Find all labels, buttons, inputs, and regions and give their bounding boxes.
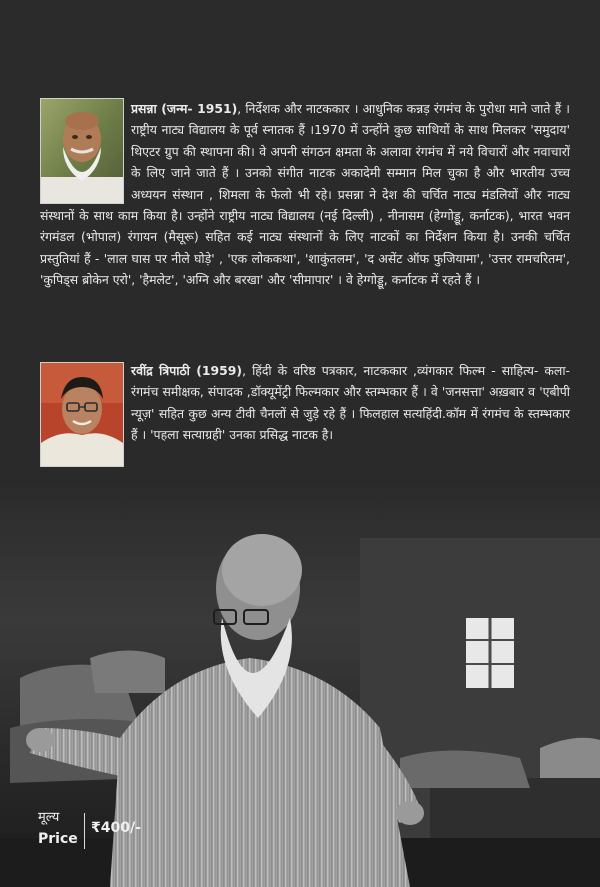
- price-divider: [84, 813, 85, 849]
- author-bio-prasanna: [40, 98, 570, 291]
- author-name: रवींद्र त्रिपाठी (1959): [131, 363, 243, 378]
- author-portrait-prasanna: [40, 98, 124, 204]
- price-label-english: Price: [38, 831, 78, 847]
- author-portrait-ravindra-tripathi: [40, 362, 124, 467]
- author-bio-text: , हिंदी के वरिष्ठ पत्रकार, नाटककार ,व्यंगकार फिल्म - साहित्य- कला- रंगमंच समीक्षक, संपादक ,डॉक्यूमेंट्री फिल्मकार और स्तम्भकार हैं । वे 'जनसत्ता' अख़बार व 'एबीपी न्यूज़' सहित कुछ अन्य टीवी चैनलों से जुड़े रहे हैं । फिलहाल सत्यहिंदी.कॉम में रंगमंच के स्तम्भकार हैं । 'पहला सत्याग्रही' उनका प्रसिद्ध नाटक है।: [131, 363, 571, 443]
- author-bio-text: , निर्देशक और नाटककार । आधुनिक कन्नड़ रंगमंच के पुरोधा माने जाते हैं । राष्ट्रीय नाट्य विद्यालय के पूर्व स्नातक हैं ।1970 में उन्होंने कुछ साथियों के साथ मिलकर 'समुदाय' थिएटर ग्रुप की स्थापना की। वे अपनी संगठन क्षमता के अलावा रंगमंच में नये विचारों और नवाचारों के लिए जाने जाते हैं । उनको संगीत नाटक अकादेमी सम्मान मिल चुका है और भारतीय उच्च अध्ययन संस्थान , शिमला के फेलो भी रहे। प्रसन्ना ने देश की चर्चित नाट्य मंडलियों और नाट्य संस्थानों के साथ काम किया है। उन्होंने राष्ट्रीय नाट्य विद्यालय (नई दिल्ली) , नीनासम (हेग्गोड्डू, कर्नाटक), भारत भवन रंगमंडल (भोपाल) रंगायन (मैसूरू) सहित कई नाट्य संस्थानों के लिए नाटकों का निर्देशन किया है। उनकी चर्चित प्रस्तुतियां हैं - 'लाल घास पर नीले घोड़े' , 'एक लोककथा', 'शाकुंतलम', 'द असेंट ऑफ फुजियामा', 'उत्तर रामचरितम', 'कुपिड्स ब्रोकेन एरो', 'हैमलेट', 'अग्नि और बरखा' और 'सीमापार' । वे हेग्गोड्डू, कर्नाटक में रहते हैं ।: [40, 101, 570, 288]
- author-bio-ravindra-tripathi: [40, 360, 570, 464]
- author-name: प्रसन्ना (जन्म- 1951): [131, 101, 238, 116]
- price-label-hindi: मूल्य: [38, 810, 60, 825]
- price-value: ₹400/-: [91, 820, 141, 836]
- price-block: [36, 807, 156, 857]
